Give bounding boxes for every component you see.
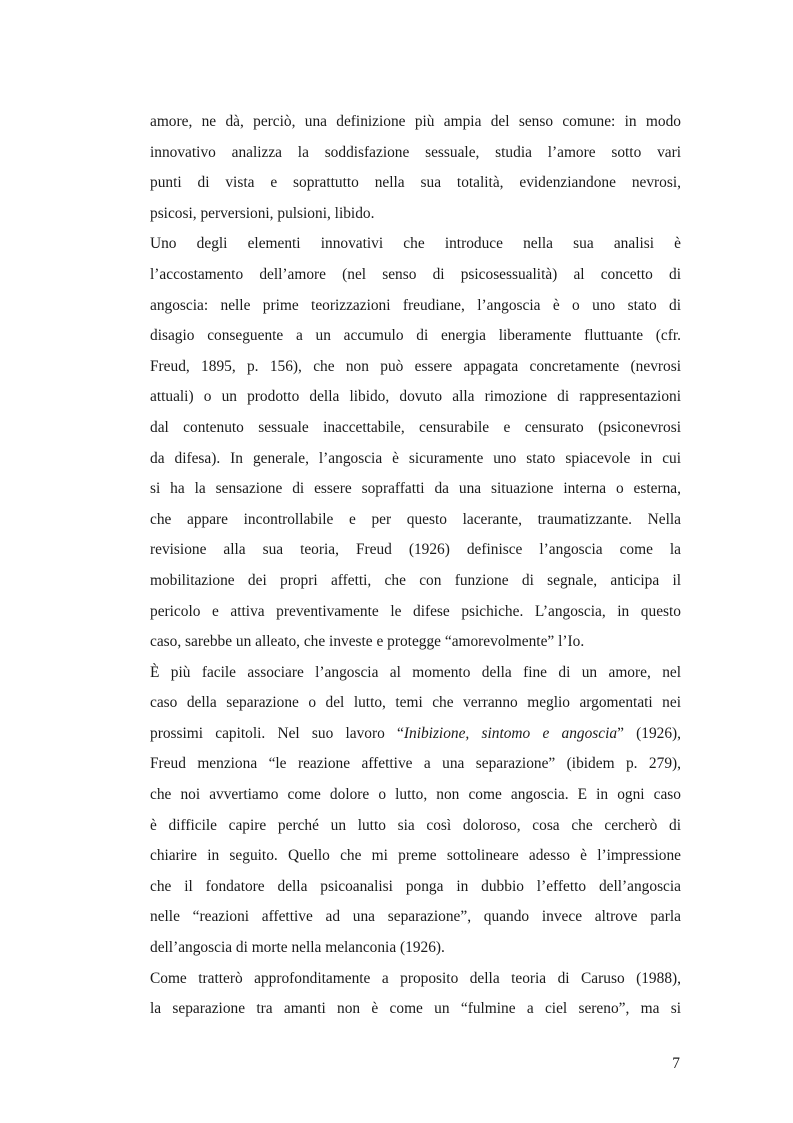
text-line (150, 291, 681, 322)
text-segment: ” (1926), (617, 724, 681, 742)
italic-title: Inibizione, sintomo e angoscia (403, 724, 618, 742)
text-segment: da difesa). In generale, l’angoscia è sicuramente uno stato spiacevole in cui (150, 449, 681, 467)
text-line (150, 260, 681, 291)
text-segment: punti di vista e soprattutto nella sua totalità, evidenziandone nevrosi, (150, 174, 681, 192)
text-line (150, 658, 681, 689)
text-segment: caso della separazione o del lutto, temi che verranno meglio argomentati nei (150, 694, 681, 712)
page-number: 7 (672, 1055, 680, 1072)
text-line (150, 811, 681, 842)
text-line (150, 933, 681, 964)
text-segment: la separazione tra amanti non è come un “fulmine a ciel sereno”, ma si (150, 1000, 681, 1018)
text-segment: che il fondatore della psicoanalisi ponga in dubbio l’effetto dell’angoscia (150, 877, 681, 895)
text-segment: dell’angoscia di morte nella melanconia (1926). (150, 939, 445, 957)
paragraph (150, 964, 681, 1025)
text-segment: amore, ne dà, perciò, una definizione più ampia del senso comune: in modo (150, 113, 681, 130)
paragraph (150, 107, 681, 229)
text-line (150, 138, 681, 169)
text-line (150, 107, 681, 138)
text-segment: che noi avvertiamo come dolore o lutto, non come angoscia. E in ogni caso (150, 786, 681, 804)
body-text (150, 107, 681, 1025)
text-segment: pericolo e attiva preventivamente le difese psichiche. L’angoscia, in questo (150, 602, 681, 620)
text-segment: Uno degli elementi innovativi che introduce nella sua analisi è (150, 235, 681, 253)
text-segment: psicosi, perversioni, pulsioni, libido. (150, 204, 375, 222)
text-segment: Freud, 1895, p. 156), che non può essere appagata concretamente (nevrosi (150, 357, 681, 375)
text-segment: È più facile associare l’angoscia al momento della fine di un amore, nel (150, 663, 681, 681)
text-line (150, 229, 681, 260)
text-segment: chiarire in seguito. Quello che mi preme sottolineare adesso è l’impressione (150, 847, 681, 865)
text-line (150, 566, 681, 597)
text-line (150, 719, 681, 750)
text-line (150, 168, 681, 199)
text-segment: mobilitazione dei propri affetti, che con funzione di segnale, anticipa il (150, 571, 681, 589)
text-line (150, 902, 681, 933)
text-segment: nelle “reazioni affettive ad una separazione”, quando invece altrove parla (150, 908, 681, 926)
text-segment: angoscia: nelle prime teorizzazioni freudiane, l’angoscia è o uno stato di (150, 296, 681, 314)
text-line (150, 382, 681, 413)
text-segment: che appare incontrollabile e per questo lacerante, traumatizzante. Nella (150, 510, 681, 528)
text-line (150, 780, 681, 811)
text-segment: si ha la sensazione di essere sopraffatti da una situazione interna o esterna, (150, 480, 681, 498)
text-line (150, 505, 681, 536)
text-line (150, 444, 681, 475)
text-line (150, 597, 681, 628)
text-segment: disagio conseguente a un accumulo di energia liberamente fluttuante (cfr. (150, 327, 681, 345)
text-segment: caso, sarebbe un alleato, che investe e protegge “amorevolmente” l’Io. (150, 633, 585, 651)
text-line (150, 749, 681, 780)
text-line (150, 535, 681, 566)
text-line (150, 321, 681, 352)
text-line (150, 964, 681, 995)
text-segment: prossimi capitoli. Nel suo lavoro “ (150, 724, 404, 742)
text-segment: innovativo analizza la soddisfazione sessuale, studia l’amore sotto vari (150, 143, 681, 161)
text-line (150, 474, 681, 505)
text-line (150, 688, 681, 719)
text-line (150, 352, 681, 383)
text-segment: l’accostamento dell’amore (nel senso di psicosessualità) al concetto di (150, 265, 681, 283)
text-line (150, 199, 681, 230)
text-line (150, 627, 681, 658)
text-segment: dal contenuto sessuale inaccettabile, censurabile e censurato (psiconevrosi (150, 418, 681, 436)
text-line (150, 841, 681, 872)
text-segment: Freud menziona “le reazione affettive a una separazione” (ibidem p. 279), (150, 755, 681, 773)
text-segment: attuali) o un prodotto della libido, dovuto alla rimozione di rappresentazioni (150, 388, 681, 406)
text-line (150, 994, 681, 1025)
text-segment: Come tratterò approfonditamente a proposito della teoria di Caruso (1988), (150, 969, 681, 987)
text-segment: è difficile capire perché un lutto sia così doloroso, cosa che cercherò di (150, 816, 681, 834)
text-segment: revisione alla sua teoria, Freud (1926) definisce l’angoscia come la (150, 541, 681, 559)
paragraph (150, 658, 681, 964)
paragraph (150, 229, 681, 657)
text-line (150, 872, 681, 903)
text-line (150, 413, 681, 444)
